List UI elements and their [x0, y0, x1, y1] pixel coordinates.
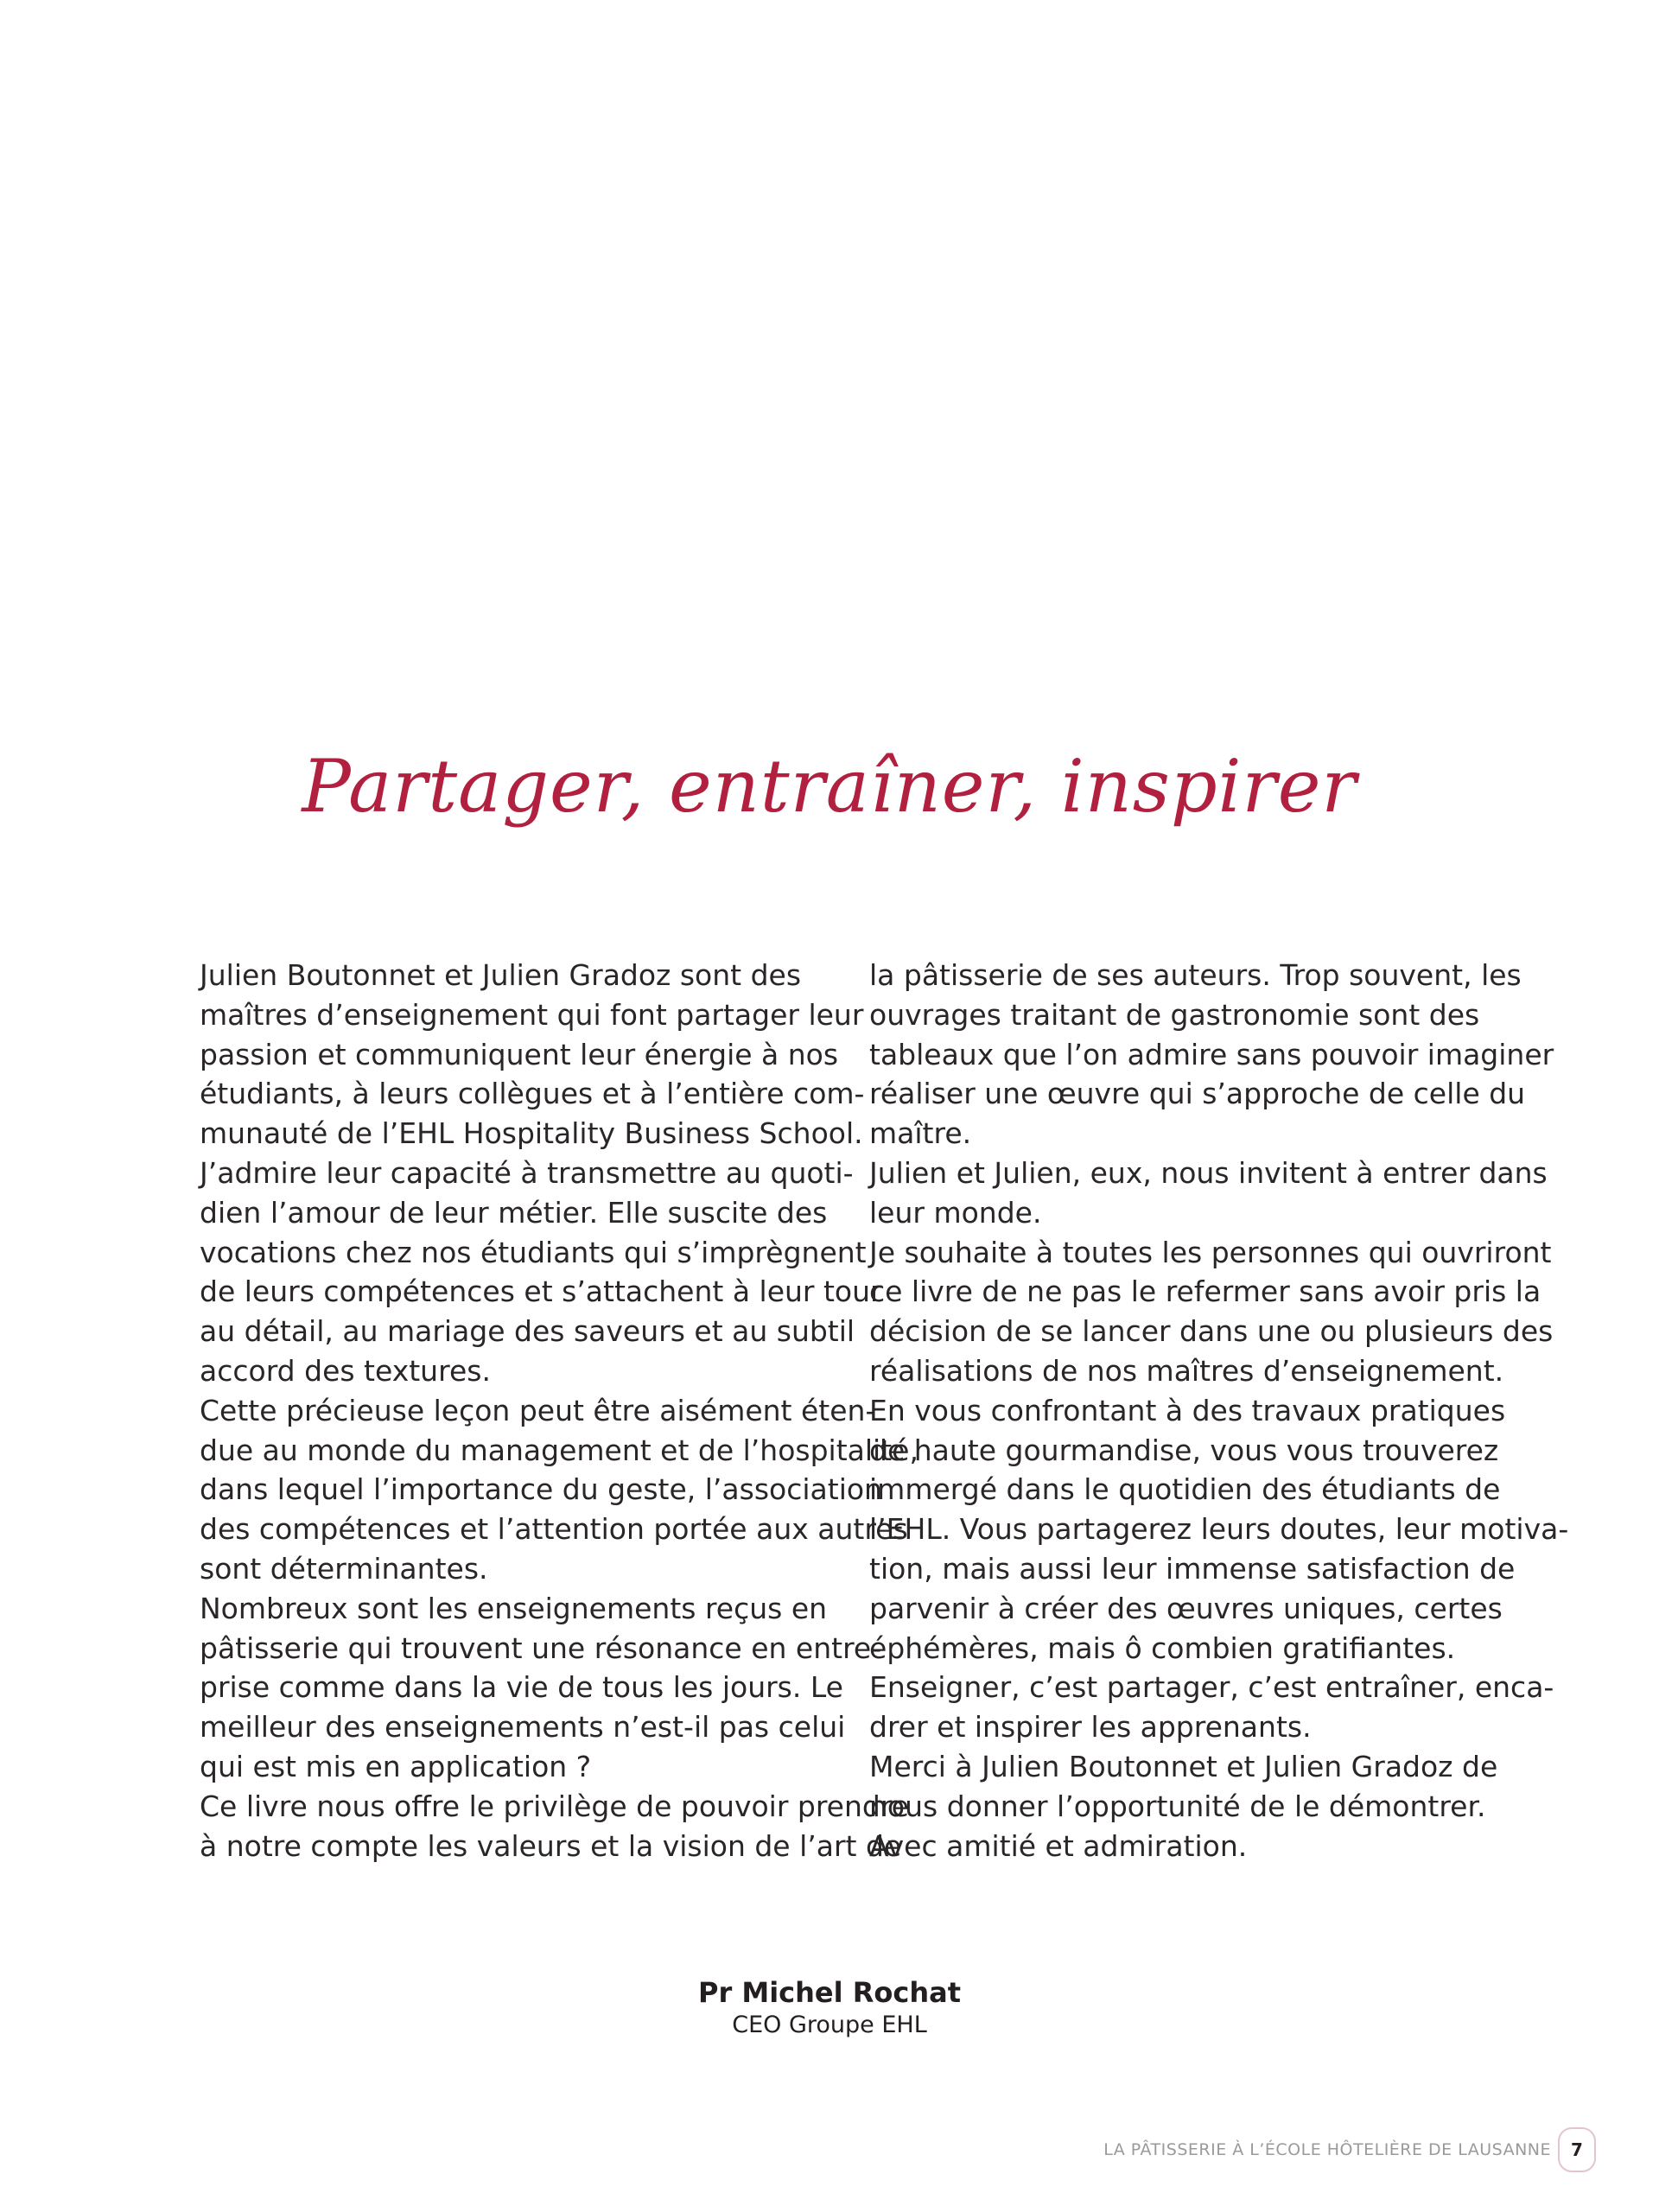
text-line: Je souhaite à toutes les personnes qui ouvriront	[869, 1235, 1552, 1269]
text-line: la pâtisserie de ses auteurs. Trop souvent, les	[869, 958, 1522, 992]
text-line: pâtisserie qui trouvent une résonance en entre-	[200, 1630, 882, 1665]
body-column-right	[869, 956, 1569, 1866]
text-line: meilleur des enseignements n’est-il pas celui	[200, 1710, 846, 1745]
text-line: réalisations de nos maîtres d’enseignement.	[869, 1353, 1504, 1388]
signature-role: CEO Groupe EHL	[732, 2012, 927, 2038]
text-line: réaliser une œuvre qui s’approche de celle du	[869, 1077, 1526, 1111]
text-line: prise comme dans la vie de tous les jours. Le	[200, 1670, 843, 1705]
text-line: Avec amitié et admiration.	[869, 1828, 1248, 1863]
text-line: tableaux que l’on admire sans pouvoir imaginer	[869, 1037, 1554, 1071]
text-line: Ce livre nous offre le privilège de pouvoir prendre	[200, 1789, 909, 1823]
running-title: LA PÂTISSERIE À L’ÉCOLE HÔTELIÈRE DE LAUSANNE	[1103, 2140, 1551, 2159]
text-line: maîtres d’enseignement qui font partager leur	[200, 997, 864, 1032]
text-line: dien l’amour de leur métier. Elle suscite des	[200, 1195, 828, 1230]
text-line: vocations chez nos étudiants qui s’imprègnent	[200, 1235, 867, 1269]
text-line: des compétences et l’attention portée aux autres	[200, 1512, 908, 1547]
text-line: maître.	[869, 1116, 972, 1151]
text-line: immergé dans le quotidien des étudiants de	[869, 1472, 1501, 1507]
signature-name: Pr Michel Rochat	[697, 1976, 961, 2009]
text-line: Merci à Julien Boutonnet et Julien Gradoz de	[869, 1749, 1498, 1783]
text-line: Julien Boutonnet et Julien Gradoz sont des	[200, 958, 802, 992]
text-line: munauté de l’EHL Hospitality Business School.	[200, 1116, 863, 1151]
text-line: décision de se lancer dans une ou plusieurs des	[869, 1314, 1554, 1349]
text-line: éphémères, mais ô combien gratifiantes.	[869, 1630, 1456, 1665]
body-column-left	[200, 956, 918, 1866]
text-line: au détail, au mariage des saveurs et au subtil	[200, 1314, 855, 1349]
page-footer	[1103, 2127, 1596, 2172]
text-line: l’EHL. Vous partagerez leurs doutes, leur motiva-	[869, 1512, 1569, 1547]
text-line: passion et communiquent leur énergie à nos	[200, 1037, 839, 1071]
text-line: tion, mais aussi leur immense satisfaction de	[869, 1551, 1516, 1586]
text-line: dans lequel l’importance du geste, l’association	[200, 1472, 882, 1507]
text-line: de leurs compétences et s’attachent à leur tour	[200, 1274, 882, 1309]
text-line: Nombreux sont les enseignements reçus en	[200, 1591, 828, 1625]
text-line: qui est mis en application ?	[200, 1749, 592, 1783]
text-line: Julien et Julien, eux, nous invitent à entrer dans	[869, 1155, 1548, 1190]
text-line: En vous confrontant à des travaux pratiques	[869, 1393, 1506, 1427]
text-line: parvenir à créer des œuvres uniques, certes	[869, 1591, 1503, 1625]
text-line: de haute gourmandise, vous vous trouverez	[869, 1433, 1499, 1467]
text-line: ce livre de ne pas le refermer sans avoir pris la	[869, 1274, 1541, 1309]
text-line: sont déterminantes.	[200, 1551, 488, 1586]
page-number: 7	[1558, 2127, 1596, 2172]
text-line: Enseigner, c’est partager, c’est entraîner, enca-	[869, 1670, 1554, 1705]
text-line: accord des textures.	[200, 1353, 491, 1388]
text-line: due au monde du management et de l’hospitalité,	[200, 1433, 918, 1467]
page-title: Partager, entraîner, inspirer	[302, 744, 1357, 829]
text-line: étudiants, à leurs collègues et à l’entière com-	[200, 1077, 865, 1111]
text-line: à notre compte les valeurs et la vision de l’art de	[200, 1828, 902, 1863]
text-line: nous donner l’opportunité de le démontrer.	[869, 1789, 1486, 1823]
text-line: J’admire leur capacité à transmettre au quoti-	[200, 1155, 854, 1190]
text-line: ouvrages traitant de gastronomie sont des	[869, 997, 1480, 1032]
text-line: Cette précieuse leçon peut être aisément éten-	[200, 1393, 876, 1427]
signature-block	[0, 1975, 1659, 2041]
text-line: drer et inspirer les apprenants.	[869, 1710, 1312, 1745]
text-line: leur monde.	[869, 1195, 1042, 1230]
